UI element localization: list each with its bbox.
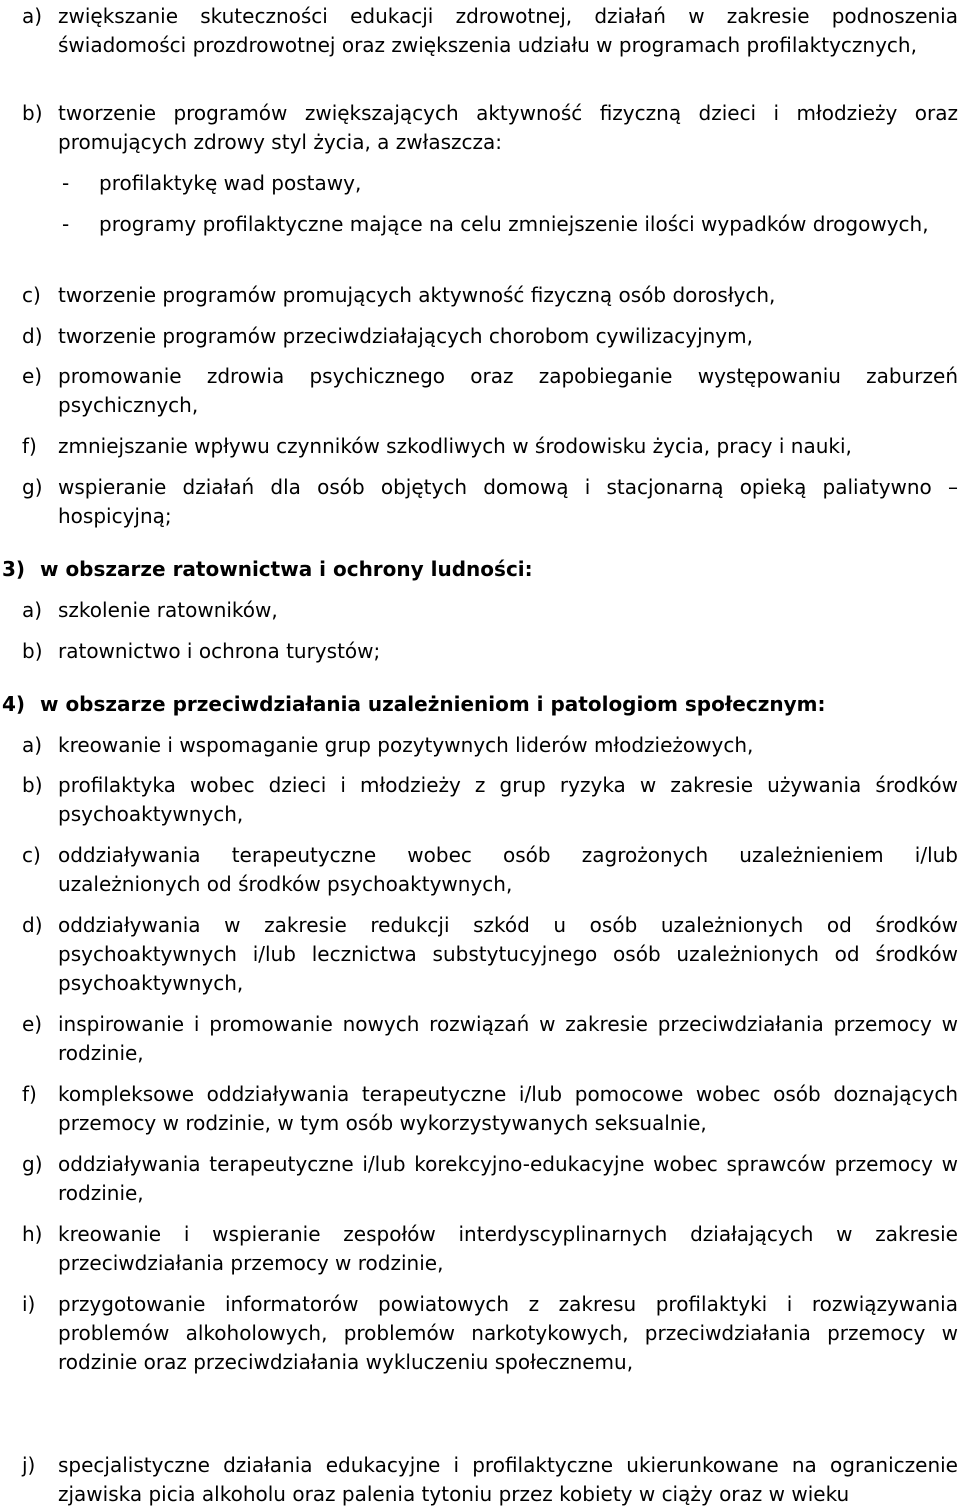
list-text: zmniejszanie wpływu czynników szkodliwych w środowisku życia, pracy i nauki, — [58, 434, 852, 458]
list-item — [22, 473, 958, 531]
list-marker: d) — [22, 913, 43, 937]
list-text: profilaktykę wad postawy, — [99, 171, 362, 195]
list-marker: f) — [22, 1082, 37, 1106]
list-item — [22, 432, 958, 461]
list-marker: e) — [22, 1012, 43, 1036]
list-text: przygotowanie informatorów powiatowych z zakresu profilaktyki i rozwiązywania problemów alkoholowych, problemów narkotykowych, przeciwdziałania przemocy w rodzinie oraz przeciwdziałania wykluczeniu społecznemu, — [58, 1292, 958, 1374]
list-text: promowanie zdrowia psychicznego oraz zapobieganie występowaniu zaburzeń psychicznych, — [58, 364, 958, 417]
section-number: 3) — [2, 557, 26, 581]
section-number: 4) — [2, 692, 26, 716]
list-text: tworzenie programów promujących aktywność fizyczną osób dorosłych, — [58, 283, 776, 307]
list-text: tworzenie programów przeciwdziałających chorobom cywilizacyjnym, — [58, 324, 753, 348]
list-text: ratownictwo i ochrona turystów; — [58, 639, 381, 663]
list-item — [22, 1150, 958, 1208]
sub-list-item — [62, 169, 958, 198]
list-item — [22, 362, 958, 420]
list-text: tworzenie programów zwiększających aktywność fizyczną dzieci i młodzieży oraz promujących zdrowy styl życia, a zwłaszcza: — [58, 101, 958, 154]
list-item — [22, 1080, 958, 1138]
list-marker: j) — [22, 1453, 36, 1477]
list-text: kreowanie i wspieranie zespołów interdyscyplinarnych działających w zakresie przeciwdziałania przemocy w rodzinie, — [58, 1222, 958, 1275]
section-heading — [2, 690, 958, 719]
list-text: zwiększanie skuteczności edukacji zdrowotnej, działań w zakresie podnoszenia świadomości prozdrowotnej oraz zwiększenia udziału w programach profilaktycznych, — [58, 4, 958, 57]
list-item — [22, 771, 958, 829]
list-item — [22, 1010, 958, 1068]
list-text: wspieranie działań dla osób objętych domową i stacjonarną opieką paliatywno – hospicyjną; — [58, 475, 958, 528]
list-item — [22, 281, 958, 310]
list-text: oddziaływania terapeutyczne i/lub korekcyjno-edukacyjne wobec sprawców przemocy w rodzinie, — [58, 1152, 958, 1205]
list-item — [22, 1220, 958, 1278]
list-text: kreowanie i wspomaganie grup pozytywnych liderów młodzieżowych, — [58, 733, 754, 757]
list-item — [22, 731, 958, 760]
list-text: oddziaływania w zakresie redukcji szkód u osób uzależnionych od środków psychoaktywnych i/lub lecznictwa substytucyjnego osób uzależnionych od środków psychoaktywnych, — [58, 913, 958, 995]
list-text: szkolenie ratowników, — [58, 598, 278, 622]
list-marker: a) — [22, 4, 43, 28]
list-item — [22, 1290, 958, 1377]
list-marker: - — [62, 171, 70, 195]
section-title: w obszarze ratownictwa i ochrony ludności: — [40, 557, 533, 581]
list-marker: h) — [22, 1222, 43, 1246]
list-item — [22, 2, 958, 60]
list-text: specjalistyczne działania edukacyjne i profilaktyczne ukierunkowane na ograniczenie zjawiska picia alkoholu oraz palenia tytoniu przez kobiety w ciąży oraz w wieku — [58, 1453, 958, 1506]
list-marker: g) — [22, 475, 43, 499]
list-marker: f) — [22, 434, 37, 458]
section-heading — [2, 555, 958, 584]
list-text: kompleksowe oddziaływania terapeutyczne i/lub pomocowe wobec osób doznających przemocy w rodzinie, w tym osób wykorzystywanych seksualnie, — [58, 1082, 958, 1135]
list-text: profilaktyka wobec dzieci i młodzieży z grup ryzyka w zakresie używania środków psychoaktywnych, — [58, 773, 958, 826]
sub-list-item — [62, 210, 958, 239]
list-item — [22, 637, 958, 666]
list-marker: b) — [22, 773, 43, 797]
list-item — [22, 911, 958, 998]
list-marker: a) — [22, 598, 43, 622]
list-item — [22, 322, 958, 351]
list-marker: c) — [22, 843, 41, 867]
list-text: programy profilaktyczne mające na celu zmniejszenie ilości wypadków drogowych, — [99, 212, 929, 236]
list-marker: c) — [22, 283, 41, 307]
list-marker: b) — [22, 101, 43, 125]
list-marker: d) — [22, 324, 43, 348]
list-marker: a) — [22, 733, 43, 757]
list-text: oddziaływania terapeutyczne wobec osób zagrożonych uzależnieniem i/lub uzależnionych od środków psychoaktywnych, — [58, 843, 958, 896]
list-marker: g) — [22, 1152, 43, 1176]
list-marker: i) — [22, 1292, 36, 1316]
list-text: inspirowanie i promowanie nowych rozwiązań w zakresie przeciwdziałania przemocy w rodzinie, — [58, 1012, 958, 1065]
section-title: w obszarze przeciwdziałania uzależnieniom i patologiom społecznym: — [40, 692, 826, 716]
list-item — [22, 841, 958, 899]
list-item — [22, 1451, 958, 1509]
list-item — [22, 596, 958, 625]
list-marker: b) — [22, 639, 43, 663]
list-marker: - — [62, 212, 70, 236]
list-item — [22, 99, 958, 157]
list-marker: e) — [22, 364, 43, 388]
